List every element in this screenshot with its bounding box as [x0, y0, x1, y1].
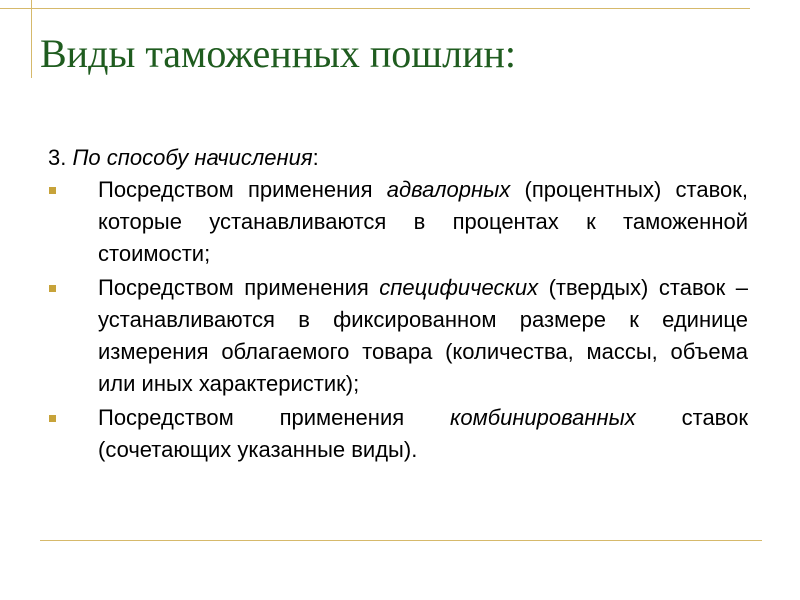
- section-intro: [48, 142, 748, 174]
- item-emphasis: комбинированных: [450, 405, 636, 430]
- item-emphasis: адвалорных: [386, 177, 511, 202]
- top-divider-line: [0, 8, 750, 9]
- square-bullet-icon: [49, 285, 56, 292]
- square-bullet-icon: [49, 415, 56, 422]
- item-text-after: (процентных) ставок, которые устанавливаются в процентах к таможенной стоимости;: [98, 177, 748, 266]
- section-number: 3.: [48, 145, 73, 170]
- section-label: По способу начисления: [72, 145, 313, 170]
- list-item: [48, 402, 748, 466]
- item-emphasis: специфических: [379, 275, 539, 300]
- list-item: [48, 272, 748, 400]
- bottom-divider-line: [40, 540, 762, 541]
- item-text-after: (твердых) ставок – устанавливаются в фиксированном размере к единице измерения облагаемого товара (количества, массы, объема или иных характеристик);: [98, 275, 748, 396]
- item-text-before: Посредством применения: [98, 405, 450, 430]
- item-text-before: Посредством применения: [98, 177, 387, 202]
- square-bullet-icon: [49, 187, 56, 194]
- bullet-list: [48, 174, 748, 466]
- slide-body: [48, 142, 748, 468]
- item-text-before: Посредством применения: [98, 275, 380, 300]
- item-text-after: ставок (сочетающих указанные виды).: [98, 405, 748, 462]
- slide-title: Виды таможенных пошлин:: [40, 31, 516, 76]
- section-suffix: :: [312, 145, 319, 170]
- left-vertical-line: [31, 0, 32, 78]
- list-item: [48, 174, 748, 270]
